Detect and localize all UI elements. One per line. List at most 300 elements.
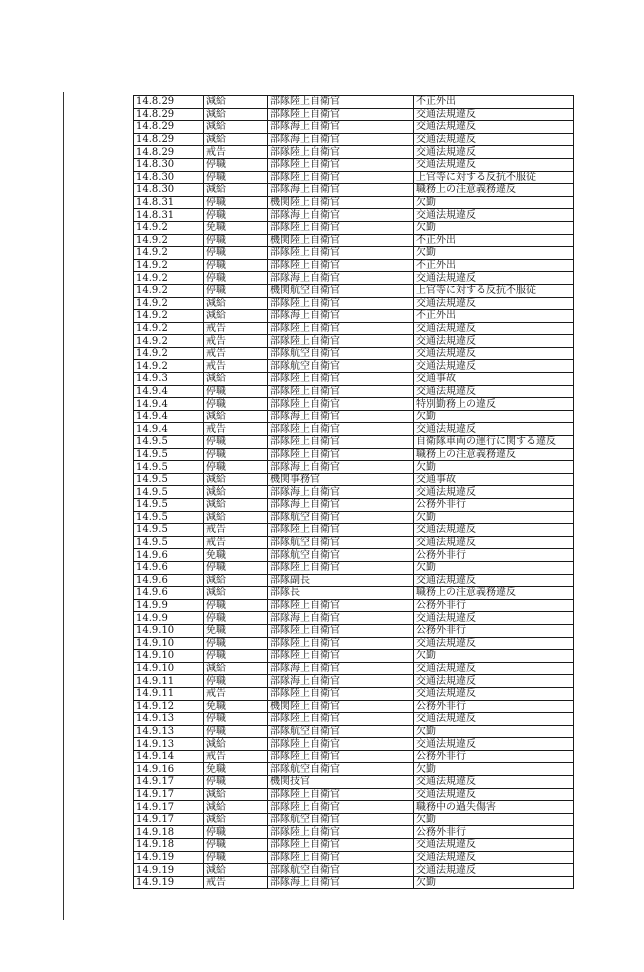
date-cell: 14.9.2 [134, 322, 204, 335]
date-cell: 14.8.29 [134, 108, 204, 121]
reason-cell: 不正外出 [414, 310, 574, 323]
unit-cell: 部隊海上自衛官 [268, 612, 414, 625]
date-cell: 14.8.31 [134, 196, 204, 209]
date-cell: 14.9.5 [134, 436, 204, 449]
unit-cell: 部隊陸上自衛官 [268, 423, 414, 436]
date-cell: 14.9.4 [134, 410, 204, 423]
action-cell: 停職 [204, 612, 268, 625]
table-row [134, 398, 574, 411]
action-cell: 戒告 [204, 536, 268, 549]
action-cell: 停職 [204, 398, 268, 411]
disciplinary-records-table [133, 95, 574, 889]
table-row [134, 650, 574, 663]
unit-cell: 部隊陸上自衛官 [268, 96, 414, 109]
table-row [134, 247, 574, 260]
date-cell: 14.9.4 [134, 398, 204, 411]
table-row [134, 851, 574, 864]
reason-cell: 交通法規違反 [414, 687, 574, 700]
reason-cell: 職務上の注意義務違反 [414, 448, 574, 461]
table-row [134, 410, 574, 423]
unit-cell: 部隊陸上自衛官 [268, 826, 414, 839]
unit-cell: 機関技官 [268, 776, 414, 789]
date-cell: 14.9.17 [134, 801, 204, 814]
reason-cell: 交通法規違反 [414, 738, 574, 751]
date-cell: 14.9.2 [134, 297, 204, 310]
date-cell: 14.9.13 [134, 725, 204, 738]
date-cell: 14.9.19 [134, 851, 204, 864]
table-row [134, 700, 574, 713]
date-cell: 14.9.6 [134, 561, 204, 574]
table-row [134, 209, 574, 222]
reason-cell: 交通法規違反 [414, 851, 574, 864]
table-row [134, 146, 574, 159]
table-row [134, 499, 574, 512]
unit-cell: 部隊航空自衛官 [268, 864, 414, 877]
action-cell: 減給 [204, 511, 268, 524]
action-cell: 戒告 [204, 876, 268, 889]
reason-cell: 公務外非行 [414, 826, 574, 839]
reason-cell: 交通法規違反 [414, 839, 574, 852]
unit-cell: 部隊航空自衛官 [268, 549, 414, 562]
reason-cell: 交通法規違反 [414, 335, 574, 348]
table-row [134, 272, 574, 285]
unit-cell: 部隊航空自衛官 [268, 763, 414, 776]
unit-cell: 部隊航空自衛官 [268, 347, 414, 360]
date-cell: 14.9.10 [134, 650, 204, 663]
reason-cell: 欠勤 [414, 410, 574, 423]
reason-cell: 欠勤 [414, 650, 574, 663]
unit-cell: 部隊海上自衛官 [268, 410, 414, 423]
reason-cell: 交通法規違反 [414, 662, 574, 675]
table-row [134, 725, 574, 738]
reason-cell: 欠勤 [414, 196, 574, 209]
date-cell: 14.9.18 [134, 839, 204, 852]
action-cell: 減給 [204, 133, 268, 146]
action-cell: 減給 [204, 310, 268, 323]
date-cell: 14.9.13 [134, 738, 204, 751]
action-cell: 戒告 [204, 423, 268, 436]
date-cell: 14.9.9 [134, 599, 204, 612]
action-cell: 減給 [204, 473, 268, 486]
records-table-body [134, 96, 574, 889]
table-row [134, 561, 574, 574]
date-cell: 14.8.31 [134, 209, 204, 222]
unit-cell: 部隊海上自衛官 [268, 662, 414, 675]
action-cell: 停職 [204, 599, 268, 612]
action-cell: 減給 [204, 864, 268, 877]
action-cell: 免職 [204, 700, 268, 713]
unit-cell: 部隊海上自衛官 [268, 675, 414, 688]
table-row [134, 448, 574, 461]
date-cell: 14.9.5 [134, 511, 204, 524]
unit-cell: 部隊陸上自衛官 [268, 146, 414, 159]
table-row [134, 436, 574, 449]
reason-cell: 交通法規違反 [414, 133, 574, 146]
binding-margin-line [63, 92, 64, 920]
reason-cell: 交通法規違反 [414, 121, 574, 134]
table-row [134, 750, 574, 763]
reason-cell: 交通法規違反 [414, 108, 574, 121]
unit-cell: 部隊航空自衛官 [268, 360, 414, 373]
action-cell: 停職 [204, 725, 268, 738]
table-row [134, 713, 574, 726]
date-cell: 14.9.10 [134, 624, 204, 637]
date-cell: 14.9.19 [134, 864, 204, 877]
date-cell: 14.9.10 [134, 662, 204, 675]
action-cell: 停職 [204, 851, 268, 864]
reason-cell: 上官等に対する反抗不服従 [414, 171, 574, 184]
reason-cell: 交通事故 [414, 473, 574, 486]
unit-cell: 部隊航空自衛官 [268, 536, 414, 549]
table-row [134, 423, 574, 436]
action-cell: 停職 [204, 826, 268, 839]
unit-cell: 部隊陸上自衛官 [268, 436, 414, 449]
reason-cell: 自衛隊車両の運行に関する違反 [414, 436, 574, 449]
table-row [134, 599, 574, 612]
reason-cell: 不正外出 [414, 234, 574, 247]
unit-cell: 機関航空自衛官 [268, 284, 414, 297]
date-cell: 14.9.17 [134, 776, 204, 789]
unit-cell: 機関事務官 [268, 473, 414, 486]
date-cell: 14.9.17 [134, 788, 204, 801]
action-cell: 停職 [204, 196, 268, 209]
action-cell: 減給 [204, 788, 268, 801]
date-cell: 14.8.29 [134, 146, 204, 159]
date-cell: 14.9.2 [134, 310, 204, 323]
date-cell: 14.9.3 [134, 373, 204, 386]
unit-cell: 部隊陸上自衛官 [268, 385, 414, 398]
unit-cell: 部隊海上自衛官 [268, 499, 414, 512]
reason-cell: 交通法規違反 [414, 158, 574, 171]
unit-cell: 部隊陸上自衛官 [268, 788, 414, 801]
unit-cell: 部隊陸上自衛官 [268, 851, 414, 864]
action-cell: 減給 [204, 662, 268, 675]
action-cell: 減給 [204, 587, 268, 600]
table-row [134, 234, 574, 247]
unit-cell: 部隊海上自衛官 [268, 209, 414, 222]
action-cell: 戒告 [204, 360, 268, 373]
reason-cell: 上官等に対する反抗不服従 [414, 284, 574, 297]
action-cell: 停職 [204, 385, 268, 398]
unit-cell: 部隊陸上自衛官 [268, 247, 414, 260]
reason-cell: 交通法規違反 [414, 574, 574, 587]
date-cell: 14.9.4 [134, 385, 204, 398]
action-cell: 停職 [204, 171, 268, 184]
unit-cell: 部隊航空自衛官 [268, 511, 414, 524]
reason-cell: 職務上の注意義務違反 [414, 184, 574, 197]
date-cell: 14.9.13 [134, 713, 204, 726]
table-row [134, 637, 574, 650]
unit-cell: 部隊陸上自衛官 [268, 599, 414, 612]
date-cell: 14.8.29 [134, 133, 204, 146]
date-cell: 14.9.11 [134, 687, 204, 700]
reason-cell: 交通法規違反 [414, 536, 574, 549]
reason-cell: 欠勤 [414, 511, 574, 524]
unit-cell: 部隊陸上自衛官 [268, 398, 414, 411]
table-row [134, 839, 574, 852]
action-cell: 停職 [204, 209, 268, 222]
reason-cell: 交通法規違反 [414, 776, 574, 789]
reason-cell: 不正外出 [414, 259, 574, 272]
reason-cell: 交通事故 [414, 373, 574, 386]
reason-cell: 交通法規違反 [414, 612, 574, 625]
table-row [134, 360, 574, 373]
unit-cell: 部隊陸上自衛官 [268, 108, 414, 121]
action-cell: 減給 [204, 738, 268, 751]
action-cell: 免職 [204, 221, 268, 234]
action-cell: 停職 [204, 247, 268, 260]
unit-cell: 部隊海上自衛官 [268, 121, 414, 134]
unit-cell: 部隊陸上自衛官 [268, 322, 414, 335]
date-cell: 14.8.29 [134, 121, 204, 134]
table-row [134, 763, 574, 776]
action-cell: 停職 [204, 259, 268, 272]
action-cell: 減給 [204, 574, 268, 587]
table-row [134, 171, 574, 184]
reason-cell: 交通法規違反 [414, 209, 574, 222]
action-cell: 停職 [204, 272, 268, 285]
date-cell: 14.9.6 [134, 549, 204, 562]
reason-cell: 交通法規違反 [414, 486, 574, 499]
date-cell: 14.9.16 [134, 763, 204, 776]
unit-cell: 部隊海上自衛官 [268, 461, 414, 474]
date-cell: 14.8.30 [134, 184, 204, 197]
reason-cell: 交通法規違反 [414, 788, 574, 801]
unit-cell: 部隊陸上自衛官 [268, 171, 414, 184]
unit-cell: 部隊海上自衛官 [268, 310, 414, 323]
action-cell: 免職 [204, 763, 268, 776]
unit-cell: 部隊長 [268, 587, 414, 600]
date-cell: 14.9.5 [134, 536, 204, 549]
reason-cell: 交通法規違反 [414, 637, 574, 650]
date-cell: 14.9.5 [134, 461, 204, 474]
unit-cell: 部隊陸上自衛官 [268, 801, 414, 814]
table-row [134, 624, 574, 637]
unit-cell: 機関陸上自衛官 [268, 700, 414, 713]
unit-cell: 機関陸上自衛官 [268, 196, 414, 209]
date-cell: 14.9.14 [134, 750, 204, 763]
table-row [134, 776, 574, 789]
reason-cell: 欠勤 [414, 221, 574, 234]
reason-cell: 欠勤 [414, 763, 574, 776]
table-row [134, 310, 574, 323]
reason-cell: 欠勤 [414, 813, 574, 826]
date-cell: 14.9.12 [134, 700, 204, 713]
table-row [134, 876, 574, 889]
reason-cell: 交通法規違反 [414, 272, 574, 285]
action-cell: 減給 [204, 801, 268, 814]
table-row [134, 322, 574, 335]
unit-cell: 部隊陸上自衛官 [268, 373, 414, 386]
date-cell: 14.9.2 [134, 284, 204, 297]
reason-cell: 公務外非行 [414, 549, 574, 562]
date-cell: 14.9.2 [134, 259, 204, 272]
unit-cell: 部隊海上自衛官 [268, 486, 414, 499]
action-cell: 減給 [204, 297, 268, 310]
unit-cell: 部隊陸上自衛官 [268, 738, 414, 751]
date-cell: 14.8.30 [134, 171, 204, 184]
action-cell: 減給 [204, 410, 268, 423]
unit-cell: 部隊陸上自衛官 [268, 297, 414, 310]
reason-cell: 交通法規違反 [414, 423, 574, 436]
date-cell: 14.9.9 [134, 612, 204, 625]
action-cell: 減給 [204, 813, 268, 826]
unit-cell: 部隊陸上自衛官 [268, 687, 414, 700]
reason-cell: 交通法規違反 [414, 713, 574, 726]
unit-cell: 部隊海上自衛官 [268, 876, 414, 889]
date-cell: 14.9.2 [134, 272, 204, 285]
date-cell: 14.9.5 [134, 486, 204, 499]
reason-cell: 欠勤 [414, 247, 574, 260]
action-cell: 減給 [204, 96, 268, 109]
date-cell: 14.9.2 [134, 360, 204, 373]
action-cell: 減給 [204, 184, 268, 197]
action-cell: 免職 [204, 549, 268, 562]
action-cell: 減給 [204, 108, 268, 121]
unit-cell: 部隊海上自衛官 [268, 272, 414, 285]
action-cell: 停職 [204, 436, 268, 449]
reason-cell: 職務中の過失傷害 [414, 801, 574, 814]
table-row [134, 511, 574, 524]
unit-cell: 部隊陸上自衛官 [268, 650, 414, 663]
table-row [134, 801, 574, 814]
unit-cell: 部隊陸上自衛官 [268, 624, 414, 637]
unit-cell: 部隊陸上自衛官 [268, 713, 414, 726]
action-cell: 戒告 [204, 347, 268, 360]
unit-cell: 部隊航空自衛官 [268, 813, 414, 826]
date-cell: 14.9.2 [134, 347, 204, 360]
date-cell: 14.9.18 [134, 826, 204, 839]
table-row [134, 486, 574, 499]
unit-cell: 部隊陸上自衛官 [268, 221, 414, 234]
table-row [134, 259, 574, 272]
unit-cell: 部隊陸上自衛官 [268, 561, 414, 574]
action-cell: 停職 [204, 776, 268, 789]
table-row [134, 121, 574, 134]
action-cell: 戒告 [204, 146, 268, 159]
unit-cell: 部隊海上自衛官 [268, 133, 414, 146]
date-cell: 14.9.5 [134, 524, 204, 537]
date-cell: 14.9.5 [134, 448, 204, 461]
action-cell: 停職 [204, 637, 268, 650]
reason-cell: 交通法規違反 [414, 322, 574, 335]
action-cell: 戒告 [204, 750, 268, 763]
reason-cell: 公務外非行 [414, 624, 574, 637]
action-cell: 減給 [204, 121, 268, 134]
action-cell: 戒告 [204, 322, 268, 335]
table-row [134, 587, 574, 600]
action-cell: 停職 [204, 158, 268, 171]
unit-cell: 部隊陸上自衛官 [268, 637, 414, 650]
unit-cell: 部隊陸上自衛官 [268, 259, 414, 272]
table-row [134, 335, 574, 348]
reason-cell: 交通法規違反 [414, 360, 574, 373]
unit-cell: 部隊陸上自衛官 [268, 839, 414, 852]
date-cell: 14.9.2 [134, 335, 204, 348]
date-cell: 14.9.2 [134, 221, 204, 234]
reason-cell: 交通法規違反 [414, 385, 574, 398]
action-cell: 減給 [204, 373, 268, 386]
unit-cell: 部隊陸上自衛官 [268, 524, 414, 537]
unit-cell: 部隊陸上自衛官 [268, 158, 414, 171]
action-cell: 停職 [204, 650, 268, 663]
table-row [134, 473, 574, 486]
action-cell: 戒告 [204, 524, 268, 537]
table-row [134, 662, 574, 675]
reason-cell: 交通法規違反 [414, 297, 574, 310]
reason-cell: 交通法規違反 [414, 524, 574, 537]
date-cell: 14.9.19 [134, 876, 204, 889]
reason-cell: 交通法規違反 [414, 675, 574, 688]
reason-cell: 欠勤 [414, 725, 574, 738]
action-cell: 停職 [204, 448, 268, 461]
action-cell: 停職 [204, 713, 268, 726]
table-row [134, 524, 574, 537]
date-cell: 14.9.6 [134, 574, 204, 587]
unit-cell: 機関陸上自衛官 [268, 234, 414, 247]
table-row [134, 196, 574, 209]
unit-cell: 部隊陸上自衛官 [268, 750, 414, 763]
table-row [134, 738, 574, 751]
table-row [134, 158, 574, 171]
unit-cell: 部隊副長 [268, 574, 414, 587]
action-cell: 停職 [204, 561, 268, 574]
reason-cell: 交通法規違反 [414, 146, 574, 159]
date-cell: 14.9.2 [134, 247, 204, 260]
table-row [134, 284, 574, 297]
date-cell: 14.9.6 [134, 587, 204, 600]
unit-cell: 部隊航空自衛官 [268, 725, 414, 738]
table-row [134, 373, 574, 386]
action-cell: 停職 [204, 284, 268, 297]
table-row [134, 297, 574, 310]
table-row [134, 108, 574, 121]
reason-cell: 公務外非行 [414, 599, 574, 612]
table-row [134, 574, 574, 587]
date-cell: 14.9.2 [134, 234, 204, 247]
reason-cell: 交通法規違反 [414, 347, 574, 360]
reason-cell: 職務上の注意義務違反 [414, 587, 574, 600]
reason-cell: 欠勤 [414, 461, 574, 474]
reason-cell: 交通法規違反 [414, 864, 574, 877]
table-row [134, 687, 574, 700]
action-cell: 停職 [204, 675, 268, 688]
table-row [134, 96, 574, 109]
date-cell: 14.9.5 [134, 499, 204, 512]
date-cell: 14.9.5 [134, 473, 204, 486]
date-cell: 14.8.29 [134, 96, 204, 109]
date-cell: 14.9.11 [134, 675, 204, 688]
table-row [134, 675, 574, 688]
table-row [134, 133, 574, 146]
reason-cell: 欠勤 [414, 876, 574, 889]
unit-cell: 部隊海上自衛官 [268, 184, 414, 197]
reason-cell: 公務外非行 [414, 499, 574, 512]
reason-cell: 公務外非行 [414, 700, 574, 713]
table-row [134, 549, 574, 562]
action-cell: 停職 [204, 234, 268, 247]
unit-cell: 部隊陸上自衛官 [268, 448, 414, 461]
action-cell: 減給 [204, 499, 268, 512]
action-cell: 減給 [204, 486, 268, 499]
table-row [134, 347, 574, 360]
date-cell: 14.9.4 [134, 423, 204, 436]
table-row [134, 826, 574, 839]
reason-cell: 特別勤務上の違反 [414, 398, 574, 411]
table-row [134, 864, 574, 877]
unit-cell: 部隊陸上自衛官 [268, 335, 414, 348]
action-cell: 停職 [204, 461, 268, 474]
